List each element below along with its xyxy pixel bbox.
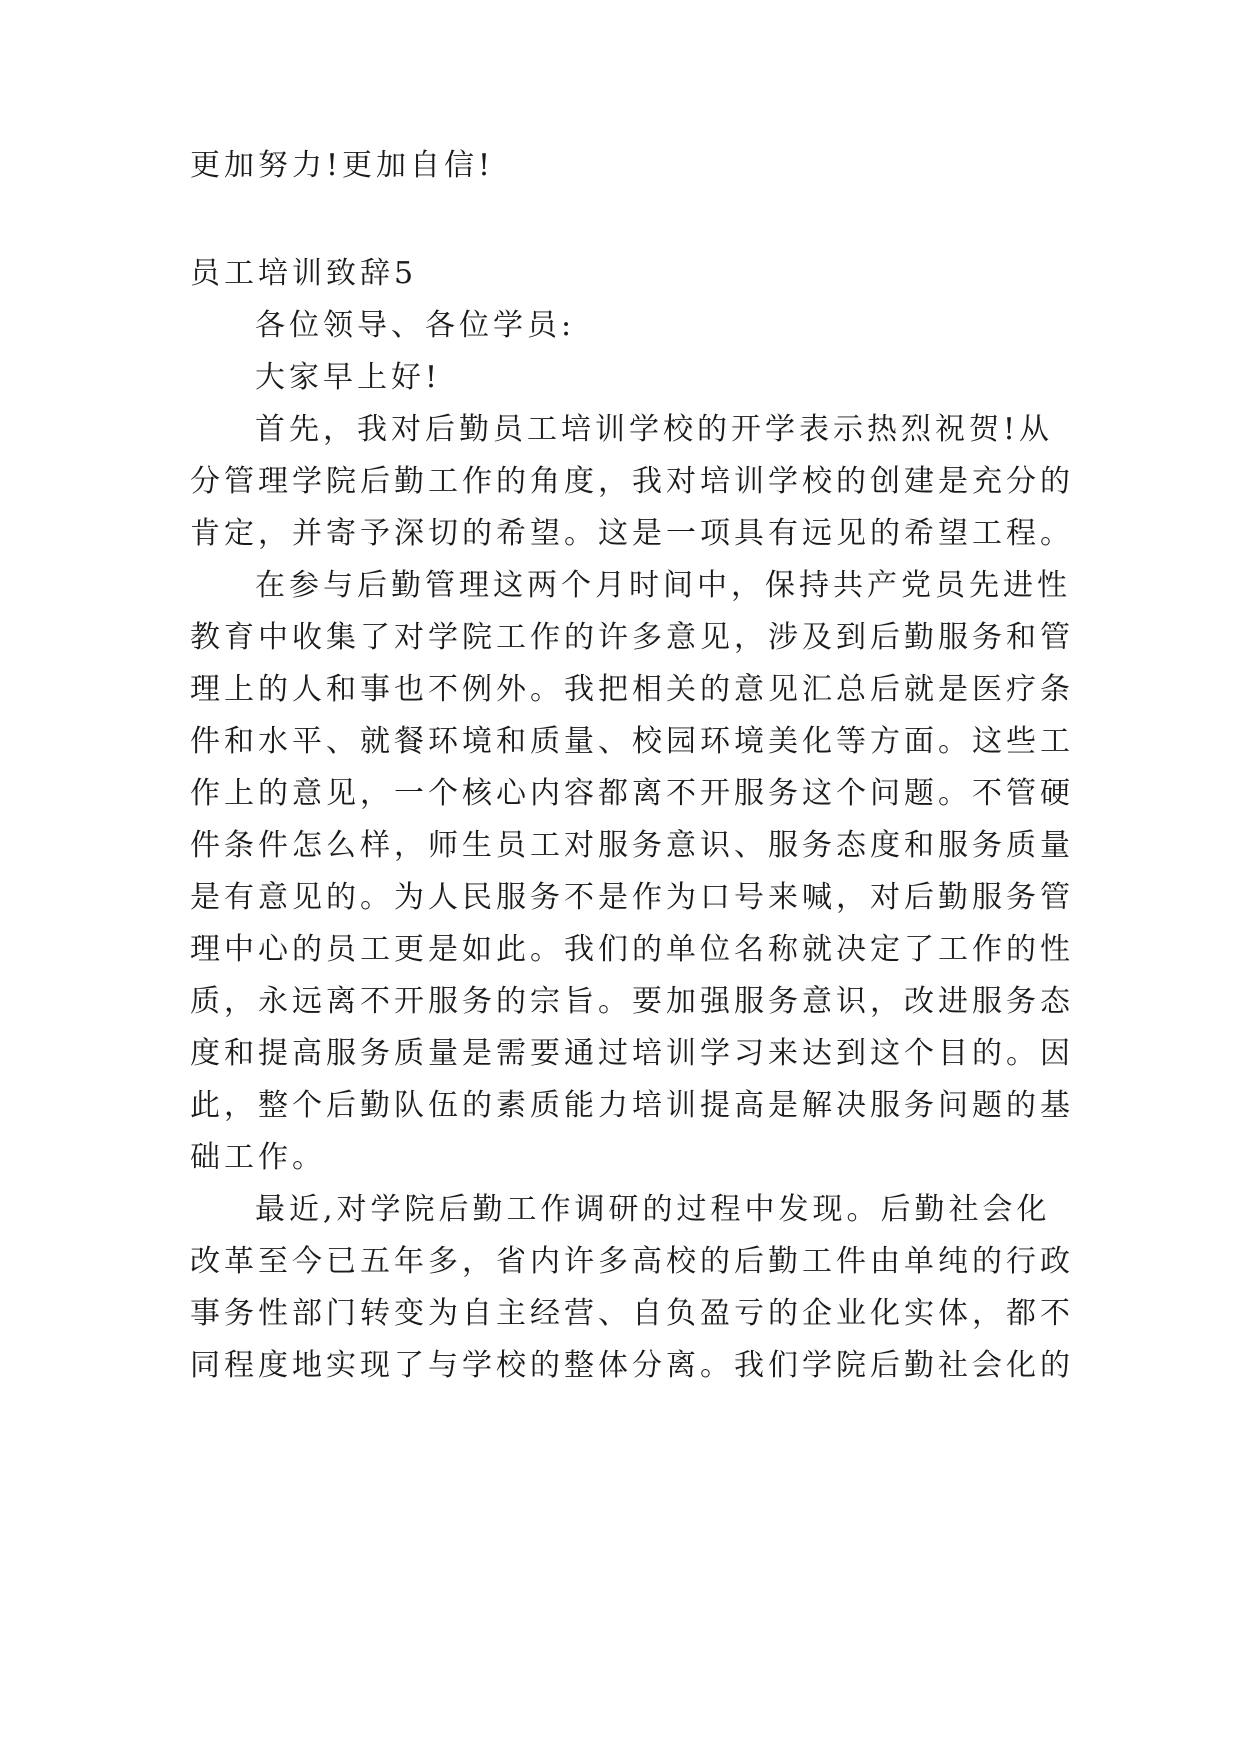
greeting: 大家早上好! [255, 360, 442, 395]
paragraph-2-line: 作上的意见，一个核心内容都离不开服务这个问题。不管硬 [190, 776, 1074, 811]
paragraph-2-line: 理上的人和事也不例外。我把相关的意见汇总后就是医疗条 [190, 672, 1074, 707]
paragraph-2-line: 质，永远离不开服务的宗旨。要加强服务意识，改进服务态 [190, 984, 1074, 1019]
salutation: 各位领导、各位学员: [255, 308, 576, 343]
paragraph-2-line: 教育中收集了对学院工作的许多意见，涉及到后勤服务和管 [190, 620, 1074, 655]
paragraph-2-line: 件条件怎么样，师生员工对服务意识、服务态度和服务质量 [190, 828, 1074, 863]
paragraph-3-line: 最近,对学院后勤工作调研的过程中发现。后勤社会化 [255, 1192, 1051, 1227]
paragraph-2-line: 理中心的员工更是如此。我们的单位名称就决定了工作的性 [190, 932, 1074, 967]
previous-section-closing: 更加努力!更加自信! [190, 148, 495, 183]
paragraph-2-line: 件和水平、就餐环境和质量、校园环境美化等方面。这些工 [190, 724, 1074, 759]
paragraph-1-line: 首先，我对后勤员工培训学校的开学表示热烈祝贺!从 [255, 412, 1054, 447]
section-title: 员工培训致辞5 [190, 256, 418, 291]
paragraph-2-line: 是有意见的。为人民服务不是作为口号来喊，对后勤服务管 [190, 880, 1074, 915]
paragraph-2-line: 础工作。 [190, 1140, 326, 1175]
paragraph-2-line: 在参与后勤管理这两个月时间中，保持共产党员先进性 [255, 568, 1071, 603]
paragraph-1-line: 分管理学院后勤工作的角度，我对培训学校的创建是充分的 [190, 464, 1074, 499]
paragraph-3-line: 事务性部门转变为自主经营、自负盈亏的企业化实体，都不 [190, 1296, 1074, 1331]
paragraph-2-line: 此，整个后勤队伍的素质能力培训提高是解决服务问题的基 [190, 1088, 1074, 1123]
paragraph-1-line: 肯定，并寄予深切的希望。这是一项具有远见的希望工程。 [190, 516, 1074, 551]
paragraph-2-line: 度和提高服务质量是需要通过培训学习来达到这个目的。因 [190, 1036, 1074, 1071]
paragraph-3-line: 同程度地实现了与学校的整体分离。我们学院后勤社会化的 [190, 1348, 1074, 1383]
paragraph-3-line: 改革至今已五年多，省内许多高校的后勤工件由单纯的行政 [190, 1244, 1074, 1279]
